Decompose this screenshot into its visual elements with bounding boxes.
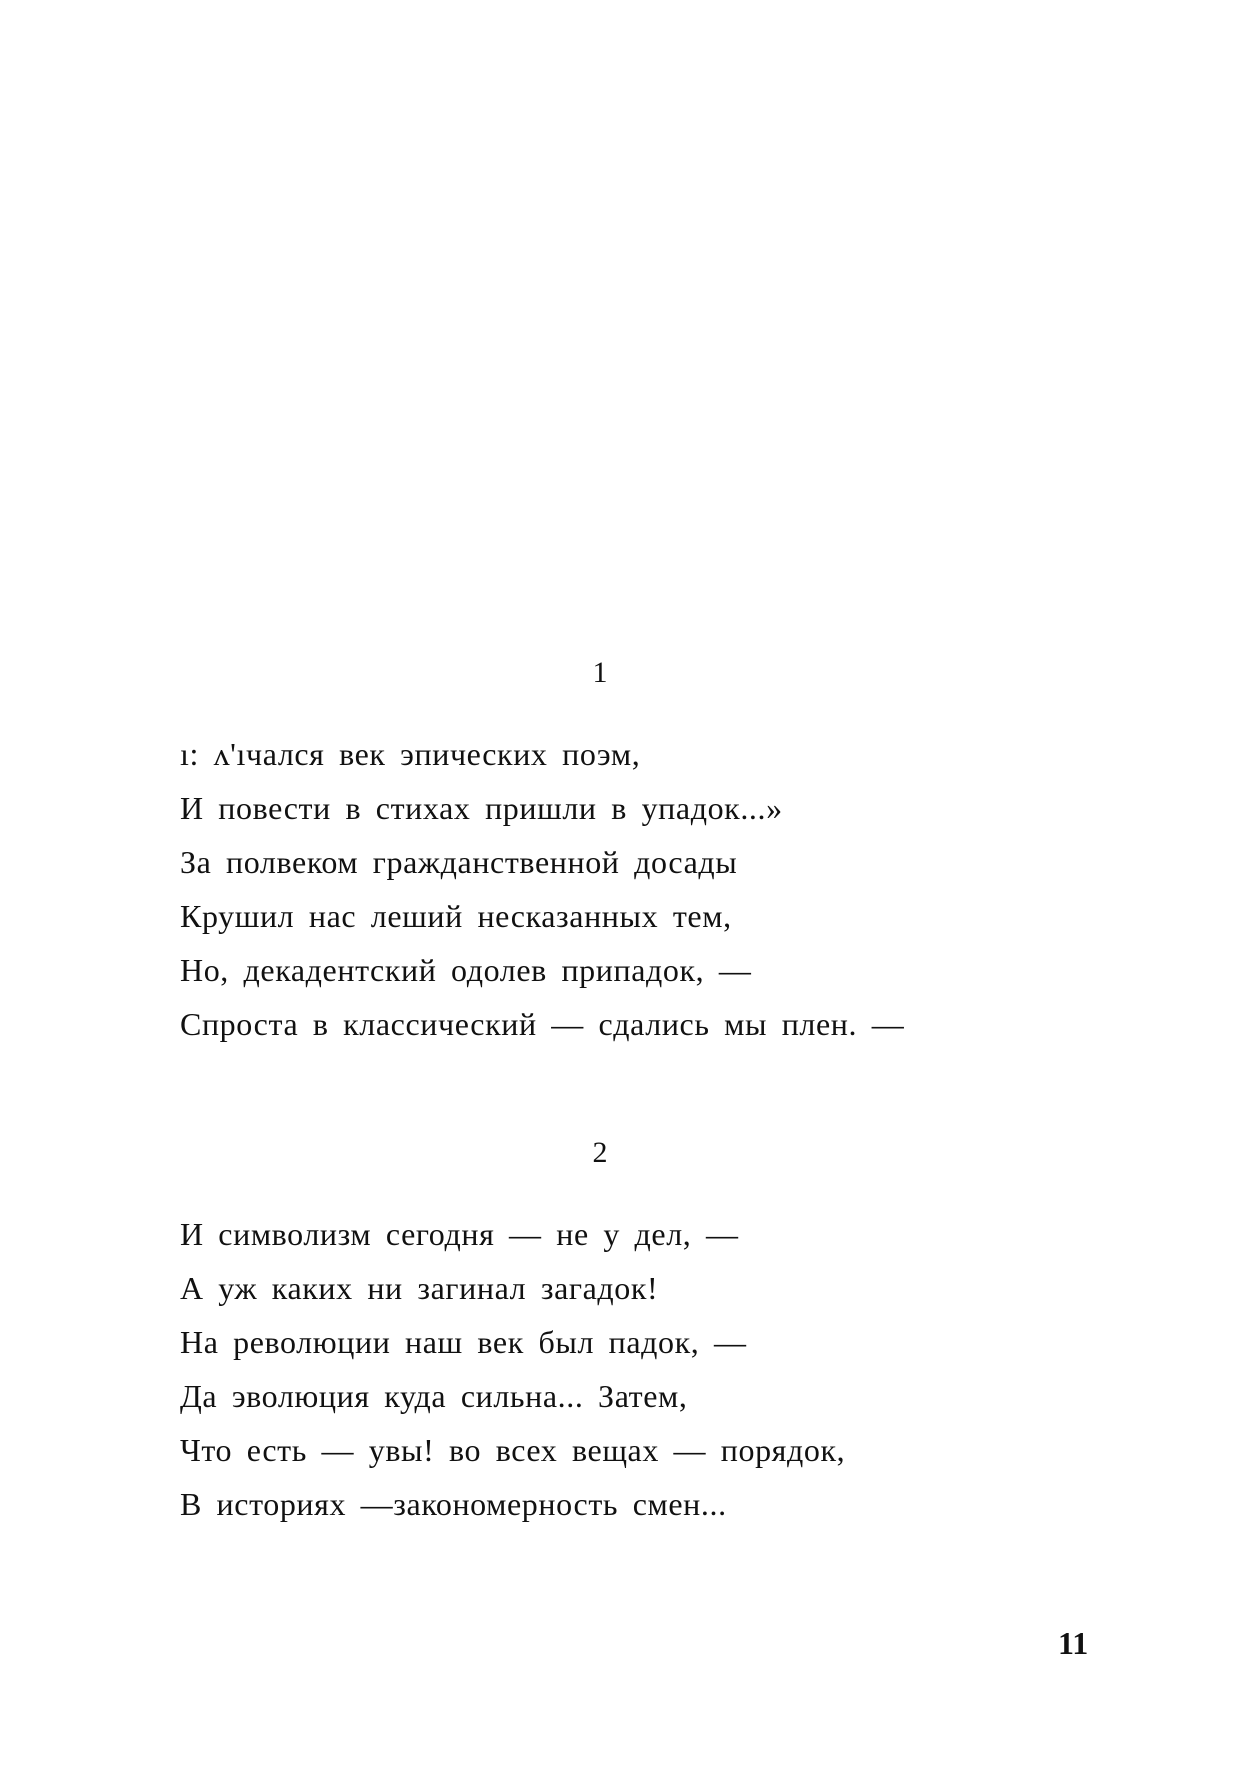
verse-line: В историях —закономерность смен... <box>180 1486 727 1522</box>
verse-line: Но, декадентский одолев припадок, — <box>180 952 752 988</box>
verse-line: За полвеком гражданственной досады <box>180 844 738 880</box>
verse-line: ı: ʌ'ıчался век эпических поэм, <box>180 736 641 772</box>
stanza-1 <box>180 727 1140 1051</box>
verse-line: На революции наш век был падок, — <box>180 1324 747 1360</box>
verse-line: И повести в стихах пришли в упадок...» <box>180 790 783 826</box>
stanza-2 <box>180 1207 1140 1531</box>
page-number: 11 <box>1058 1625 1089 1661</box>
verse-line: Крушил нас леший несказанных тем, <box>180 898 732 934</box>
stanza-number-2: 2 <box>592 1136 608 1169</box>
verse-line: Спроста в классический — сдались мы плен. — <box>180 1006 905 1042</box>
verse-line: Что есть — увы! во всех вещах — порядок, <box>180 1432 846 1468</box>
stanza-number-1: 1 <box>592 656 608 689</box>
verse-line: И символизм сегодня — не у дел, — <box>180 1216 739 1252</box>
verse-line: Да эволюция куда сильна... Затем, <box>180 1378 688 1414</box>
verse-line: А уж каких ни загинал загадок! <box>180 1270 659 1306</box>
